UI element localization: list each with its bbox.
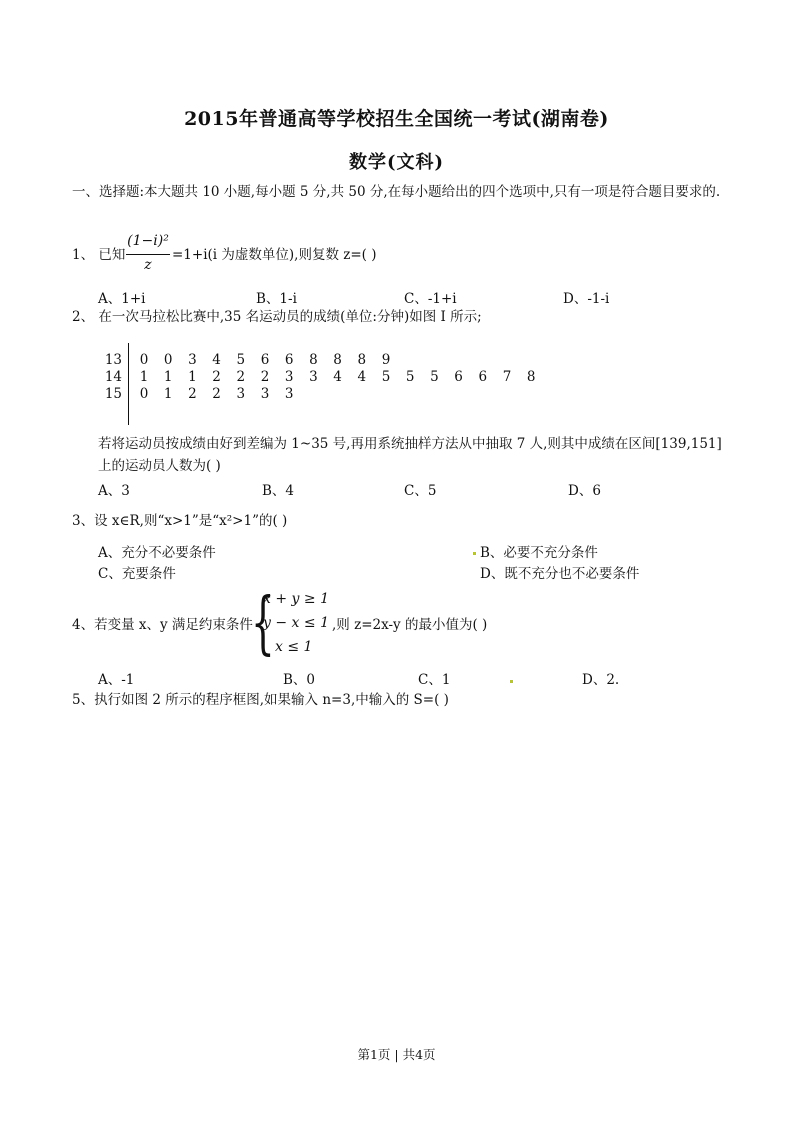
- q1-option-d: D、-1-i: [563, 291, 610, 307]
- leaf-value: 1: [163, 369, 173, 385]
- q2-option-b: B、4: [262, 483, 295, 499]
- leaf-value: 4: [333, 369, 342, 385]
- leaf-value: 4: [357, 369, 367, 385]
- leaf-value: 1: [139, 369, 149, 385]
- left-brace: {: [251, 584, 275, 663]
- q1-option-b: B、1-i: [256, 291, 297, 307]
- q3-option-d: D、既不充分也不必要条件: [480, 566, 640, 582]
- leaf-value: 1: [188, 369, 197, 385]
- page-subtitle: 数学(文科): [348, 152, 445, 173]
- q1-numerator: (1−i)²: [127, 233, 169, 249]
- leaf-value: 2: [212, 386, 221, 402]
- q4-option-b: B、0: [283, 672, 316, 688]
- q4-option-c: C、1: [418, 672, 451, 688]
- artifact-dot: [473, 552, 476, 555]
- q3-option-b: B、必要不充分条件: [480, 545, 598, 561]
- leaf-value: 5: [381, 369, 391, 385]
- leaf-value: 0: [163, 352, 173, 368]
- leaf-value: 2: [260, 369, 270, 385]
- q2-text-line1: 若将运动员按成绩由好到差编为 1~35 号,再用系统抽样方法从中抽取 7 人,则其中成绩在区间[139,151]: [98, 436, 722, 452]
- q1-option-c: C、-1+i: [404, 291, 457, 307]
- stem-value: 13: [104, 352, 122, 368]
- q2-option-a: A、3: [98, 483, 130, 499]
- leaf-value: 5: [236, 352, 246, 368]
- q4-constraint-2: y − x ≤ 1: [263, 615, 329, 631]
- q1-option-a: A、1+i: [98, 291, 146, 307]
- q4-suffix: ,则 z=2x-y 的最小值为( ): [332, 617, 488, 633]
- q1-suffix: =1+i(i 为虚数单位),则复数 z=( ): [172, 247, 377, 263]
- leaf-value: 1: [163, 386, 173, 402]
- page-title: 2015年普通高等学校招生全国统一考试(湖南卷): [184, 108, 609, 130]
- q2-text: 2、 在一次马拉松比赛中,35 名运动员的成绩(单位:分钟)如图 I 所示;: [72, 309, 482, 325]
- leaf-value: 6: [260, 352, 270, 368]
- leaf-value: 5: [405, 369, 415, 385]
- leaf-value: 3: [188, 352, 197, 368]
- page-footer: 第1页 | 共4页: [357, 1047, 436, 1062]
- leaf-value: 2: [188, 386, 197, 402]
- q2-option-d: D、6: [568, 483, 601, 499]
- leaf-value: 3: [260, 386, 270, 402]
- stem-value: 15: [104, 386, 122, 402]
- leaf-value: 4: [212, 352, 221, 368]
- q5-text: 5、执行如图 2 所示的程序框图,如果输入 n=3,中输入的 S=( ): [72, 692, 449, 708]
- q2-text-line2: 上的运动员人数为( ): [98, 458, 221, 474]
- q4-option-d: D、2.: [582, 672, 620, 688]
- q4-constraint-1: x + y ≥ 1: [263, 591, 329, 607]
- leaf-value: 0: [139, 352, 149, 368]
- leaf-value: 8: [526, 369, 536, 385]
- leaf-value: 0: [139, 386, 149, 402]
- leaf-value: 3: [284, 369, 294, 385]
- stem-value: 14: [104, 369, 122, 385]
- q3-text: 3、设 x∈R,则“x>1”是“x²>1”的( ): [72, 513, 288, 529]
- leaf-value: 8: [333, 352, 342, 368]
- leaf-value: 9: [381, 352, 391, 368]
- leaf-value: 8: [357, 352, 367, 368]
- q1-fraction-bar: [126, 254, 170, 255]
- leaf-value: 2: [212, 369, 221, 385]
- leaf-value: 8: [309, 352, 318, 368]
- q4-prefix: 4、若变量 x、y 满足约束条件: [72, 617, 253, 633]
- leaf-value: 2: [236, 369, 246, 385]
- leaf-value: 6: [284, 352, 294, 368]
- artifact-dot: [510, 680, 513, 683]
- leaf-value: 7: [502, 369, 512, 385]
- leaf-value: 3: [236, 386, 246, 402]
- q2-option-c: C、5: [404, 483, 437, 499]
- leaf-value: 3: [284, 386, 294, 402]
- q1-prefix: 1、 已知: [72, 247, 126, 263]
- q4-constraint-3: x ≤ 1: [275, 639, 313, 655]
- q4-option-a: A、-1: [98, 672, 135, 688]
- q3-option-a: A、充分不必要条件: [98, 545, 216, 561]
- leaf-value: 5: [430, 369, 439, 385]
- section-instructions: 一、选择题:本大题共 10 小题,每小题 5 分,共 50 分,在每小题给出的四个选项中,只有一项是符合题目要求的.: [72, 184, 721, 200]
- q3-option-c: C、充要条件: [98, 566, 176, 582]
- leaf-value: 3: [309, 369, 318, 385]
- leaf-value: 6: [478, 369, 488, 385]
- leaf-value: 6: [454, 369, 463, 385]
- q1-denominator: z: [144, 257, 152, 273]
- stem-leaf-divider: [128, 343, 129, 425]
